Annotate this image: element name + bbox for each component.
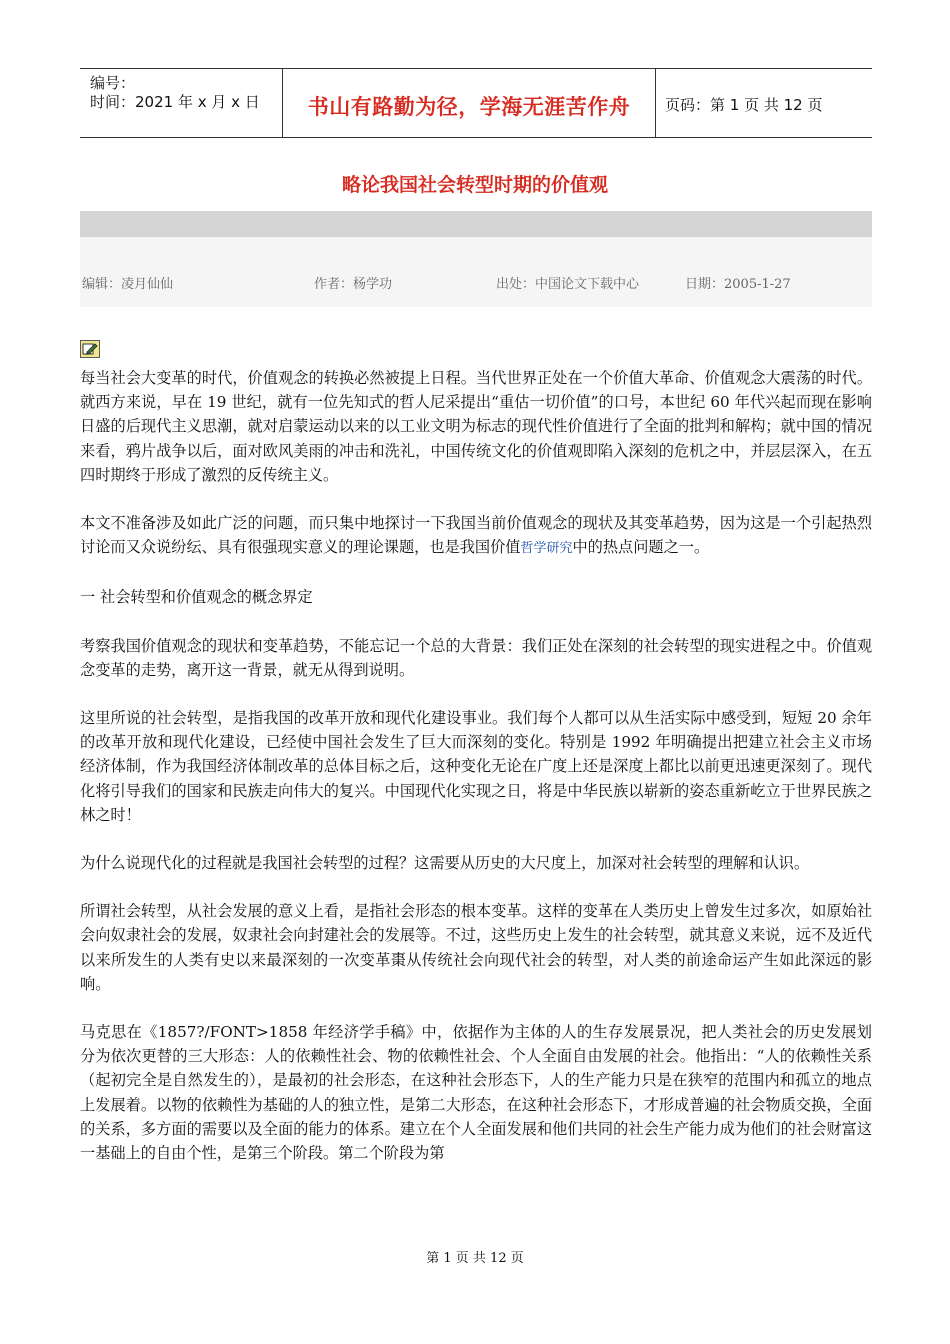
time-label: 时间：2021 年 x 月 x 日 [90, 93, 260, 111]
title-separator-bar [80, 211, 872, 237]
page-code: 页码：第 1 页 共 12 页 [665, 96, 823, 114]
page-footer: 第 1 页 共 12 页 [426, 1251, 524, 1266]
header-table [80, 68, 872, 138]
paragraph: 所谓社会转型，从社会发展的意义上看，是指社会形态的根本变革。这样的变革在人类历史上曾发生过多次，如原始社会向奴隶社会的发展，奴隶社会向封建社会的发展等。不过，这些历史上发生的社会转型，就其意义来说，远不及近代以来所发生的人类有史以来最深刻的一次变革棗从传统社会向现代社会的转型，对人类的前途命运产生如此深远的影响。 [80, 902, 872, 993]
paragraph: 每当社会大变革的时代，价值观念的转换必然被提上日程。当代世界正处在一个价值大革命、价值观念大震荡的时代。就西方来说，早在 19 世纪，就有一位先知式的哲人尼采提出“重估一切价值”的口号，本世纪 60 年代兴起而现在影响日盛的后现代主义思潮，就对启蒙运动以来的以工业文明为标志的现代性价值进行了全面的批判和解构；就中国的情况来看，鸦片战争以后，面对欧风美雨的冲击和洗礼，中国传统文化的价值观即陷入深刻的危机之中，并层层深入，在五四时期终于形成了激烈的反传统主义。 [80, 369, 872, 484]
meta-author: 作者：杨学功 [314, 277, 393, 292]
meta-date: 日期：2005-1-27 [685, 277, 791, 292]
section-heading: 一 社会转型和价值观念的概念界定 [80, 588, 313, 607]
paragraph: 考察我国价值观念的现状和变革趋势，不能忘记一个总的大背景：我们正处在深刻的社会转型的现实进程之中。价值观念变革的走势，离开这一背景，就无从得到说明。 [80, 636, 872, 679]
meta-source: 出处：中国论文下载中心 [496, 277, 640, 292]
motto: 书山有路勤为径，学海无涯苦作舟 [307, 95, 631, 119]
philosophy-research-link[interactable]: 哲学研究 [520, 541, 573, 557]
paragraph: 为什么说现代化的过程就是我国社会转型的过程？这需要从历史的大尺度上，加深对社会转型的理解和认识。 [80, 854, 809, 873]
header-motto-cell [282, 69, 656, 137]
meta-editor: 编辑：凌月仙仙 [82, 277, 174, 292]
paragraph [80, 511, 872, 561]
paragraph: 这里所说的社会转型，是指我国的改革开放和现代化建设事业。我们每个人都可以从生活实际中感受到，短短 20 余年的改革开放和现代化建设，已经使中国社会发生了巨大而深刻的变化。特别是 1992 年明确提出把建立社会主义市场经济体制，作为我国经济体制改革的总体目标之后，这种变化无论在广度上还是深度上都比以前更迅速更深刻了。现代化将引导我们的国家和民族走向伟大的复兴。中国现代化实现之日，将是中华民族以崭新的姿态重新屹立于世界民族之林之时！ [80, 709, 872, 824]
number-label: 编号： [90, 74, 136, 92]
article-body [80, 366, 872, 1189]
paragraph: 马克思在《1857?/FONT>1858 年经济学手稿》中，依据作为主体的人的生存发展景况，把人类社会的历史发展划分为依次更替的三大形态：人的依赖性社会、物的依赖性社会、个人全面自由发展的社会。他指出：“人的依赖性关系（起初完全是自然发生的），是最初的社会形态，在这种社会形态下，人的生产能力只是在狭窄的范围内和孤立的地点上发展着。以物的依赖性为基础的人的独立性，是第二大形态，在这种社会形态下，才形成普遍的社会物质交换，全面的关系，多方面的需要以及全面的能力的体系。建立在个人全面发展和他们共同的社会生产能力成为他们的社会财富这一基础上的自由个性，是第三个阶段。第二个阶段为第 [80, 1023, 872, 1163]
edit-icon[interactable] [80, 340, 100, 358]
header-page-cell [655, 69, 872, 137]
header-info-cell [80, 69, 282, 137]
paragraph-text: 本文不准备涉及如此广泛的问题，而只集中地探讨一下我国当前价值观念的现状及其变革趋势，因为这是一个引起热烈讨论而又众说纷纭、具有很强现实意义的理论课题，也是我国价值 [80, 514, 872, 557]
meta-bar [80, 237, 872, 307]
paragraph-text: 中的热点问题之一。 [572, 538, 710, 557]
article-title: 略论我国社会转型时期的价值观 [341, 174, 608, 196]
